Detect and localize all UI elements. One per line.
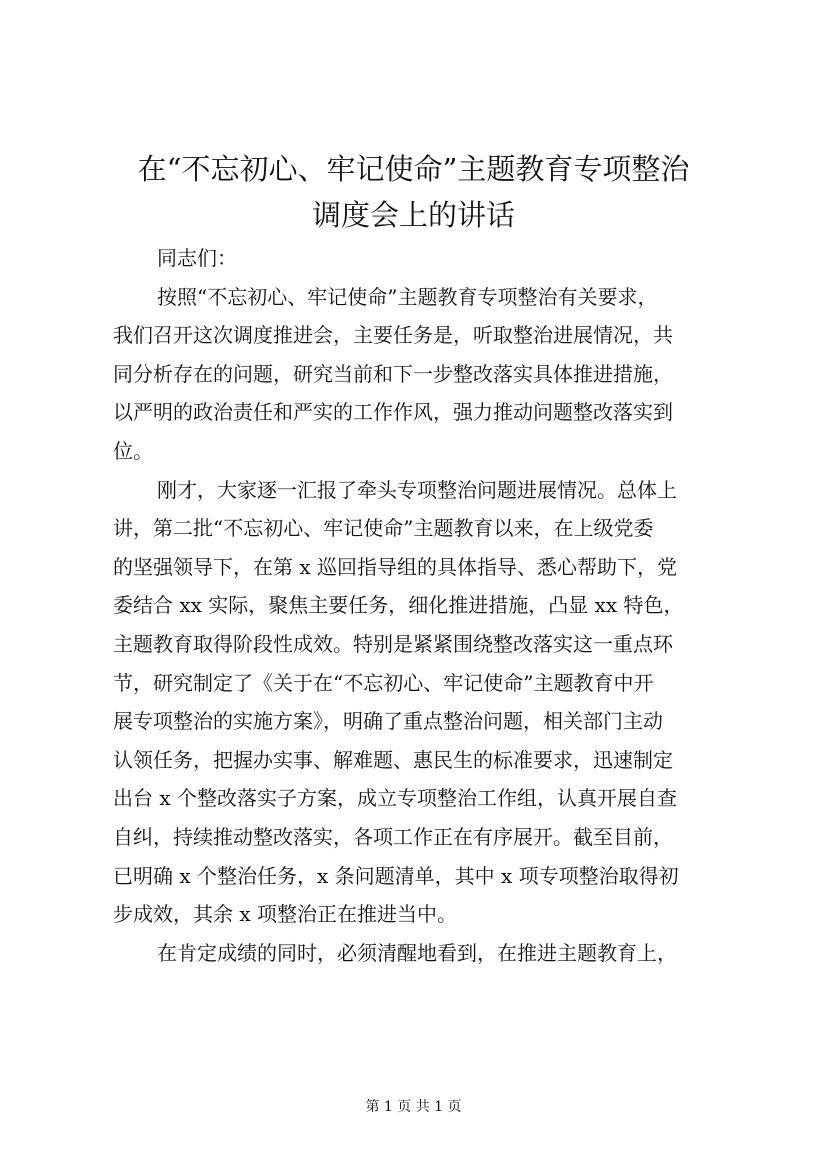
paragraph-line: 的坚强领导下，在第 x 巡回指导组的具体指导、悉心帮助下，党 xyxy=(113,554,677,579)
paragraph-line: 步成效，其余 x 项整治正在推进当中。 xyxy=(113,902,457,927)
paragraph-line: 位。 xyxy=(113,438,153,463)
paragraph-line: 已明确 x 个整治任务，x 条问题清单，其中 x 项专项整治取得初 xyxy=(113,863,679,888)
paragraph-1 xyxy=(113,278,741,471)
paragraph-line: 同分析存在的问题，研究当前和下一步整改落实具体推进措施， xyxy=(113,361,673,386)
paragraph-line: 以严明的政治责任和严实的工作作风，强力推动问题整改落实到 xyxy=(113,400,673,425)
document-body xyxy=(113,239,741,972)
paragraph-line: 出台 x 个整改落实子方案，成立专项整治工作组，认真开展自查 xyxy=(113,786,677,811)
paragraph-line: 展专项整治的实施方案》，明确了重点整治问题，相关部门主动 xyxy=(113,709,663,734)
greeting: 同志们： xyxy=(157,246,237,270)
page-footer: 第 1 页 共 1 页 xyxy=(365,1099,462,1115)
title-line-2: 调度会上的讲话 xyxy=(311,198,515,232)
paragraph-line: 我们召开这次调度推进会，主要任务是，听取整治进展情况，共 xyxy=(113,323,673,348)
paragraph-line: 在肯定成绩的同时，必须清醒地看到，在推进主题教育上， xyxy=(157,940,677,965)
paragraph-line: 节，研究制定了《关于在“不忘初心、牢记使命”主题教育中开 xyxy=(113,670,654,695)
paragraph-line: 认领任务，把握办实事、解难题、惠民生的标准要求，迅速制定 xyxy=(113,747,673,772)
paragraph-3 xyxy=(113,934,741,973)
document-title xyxy=(90,146,737,238)
paragraph-line: 主题教育取得阶段性成效。特别是紧紧围绕整改落实这一重点环 xyxy=(113,631,673,656)
paragraph-line: 自纠，持续推动整改落实，各项工作正在有序展开。截至目前， xyxy=(113,824,673,849)
paragraph-2 xyxy=(113,471,741,934)
paragraph-line: 讲，第二批“不忘初心、牢记使命”主题教育以来，在上级党委 xyxy=(113,516,654,541)
paragraph-line: 刚才，大家逐一汇报了牵头专项整治问题进展情况。总体上 xyxy=(157,477,677,502)
paragraph-line: 委结合 xx 实际，聚焦主要任务，细化推进措施，凸显 xx 特色， xyxy=(113,593,684,618)
paragraph-line: 按照“不忘初心、牢记使命”主题教育专项整治有关要求， xyxy=(157,284,658,309)
title-line-1: 在“不忘初心、牢记使命”主题教育专项整治 xyxy=(137,152,690,186)
